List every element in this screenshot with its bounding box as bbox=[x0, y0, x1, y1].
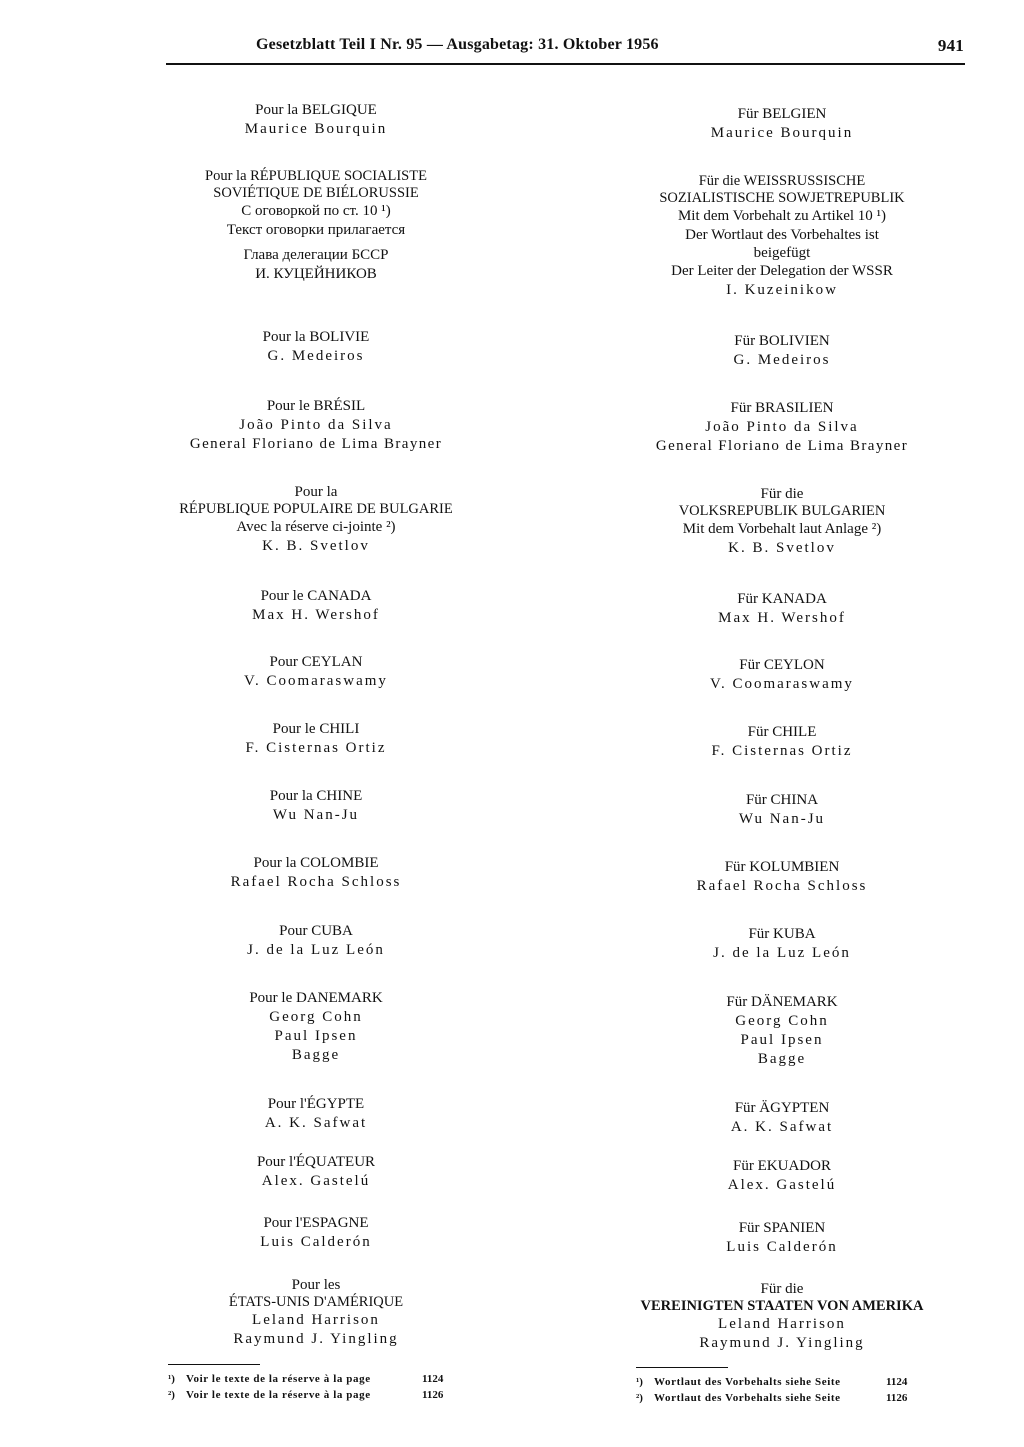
signer-name: A. K. Safwat bbox=[730, 1119, 834, 1135]
signer-name: Wu Nan-Ju bbox=[272, 807, 360, 823]
signer-name: Wu Nan-Ju bbox=[738, 811, 826, 827]
signer-name: Luis Calderón bbox=[726, 1239, 838, 1255]
signature-block-denmark bbox=[106, 989, 526, 1065]
country-label: Pour l'ÉGYPTE bbox=[267, 1096, 365, 1112]
signature-block-cuba bbox=[572, 925, 992, 963]
footnote-marker: ²) bbox=[168, 1389, 175, 1401]
delegation-head-label: Глава делегации БССР bbox=[243, 247, 389, 263]
signer-name: J. de la Luz León bbox=[713, 945, 851, 961]
country-label: SOZIALISTISCHE SOWJETREPUBLIK bbox=[659, 190, 905, 206]
reservation-note: Mit dem Vorbehalt zu Artikel 10 ¹) bbox=[677, 208, 887, 224]
signer-name: J. de la Luz León bbox=[247, 942, 385, 958]
signer-name: João Pinto da Silva bbox=[239, 417, 393, 433]
country-label: Für SPANIEN bbox=[738, 1220, 826, 1236]
footnote-text: Voir le texte de la réserve à la page bbox=[186, 1389, 371, 1401]
delegation-head-label: Der Leiter der Delegation der WSSR bbox=[671, 263, 893, 279]
signature-block-byelorussia bbox=[572, 173, 992, 300]
country-label: Für ÄGYPTEN bbox=[734, 1100, 830, 1116]
footnote-marker: ²) bbox=[636, 1392, 643, 1404]
signer-name: V. Coomaraswamy bbox=[710, 676, 854, 692]
signer-name: Alex. Gastelú bbox=[727, 1177, 837, 1193]
signature-block-brazil bbox=[572, 399, 992, 456]
signer-name: Bagge bbox=[757, 1051, 807, 1067]
footnote-page: 1126 bbox=[886, 1392, 908, 1404]
signature-block-chile bbox=[106, 720, 526, 758]
footnote-rule bbox=[636, 1367, 728, 1368]
signature-block-bolivia bbox=[106, 328, 526, 366]
signer-name: K. B. Svetlov bbox=[262, 538, 370, 554]
signer-name: Max H. Wershof bbox=[718, 610, 846, 626]
country-label: Für EKUADOR bbox=[733, 1158, 831, 1174]
footnote-page: 1124 bbox=[886, 1376, 908, 1388]
country-label: VOLKSREPUBLIK BULGARIEN bbox=[678, 503, 886, 519]
signature-block-bolivia bbox=[572, 332, 992, 370]
signature-block-canada bbox=[572, 590, 992, 628]
country-label: ÉTATS-UNIS D'AMÉRIQUE bbox=[228, 1294, 404, 1310]
country-label: Pour l'ÉQUATEUR bbox=[256, 1154, 376, 1170]
footnote-text: Wortlaut des Vorbehalts siehe Seite bbox=[654, 1392, 841, 1404]
header-rule bbox=[166, 63, 965, 65]
country-label: Pour le CHILI bbox=[272, 721, 360, 737]
signer-name: Rafael Rocha Schloss bbox=[230, 874, 402, 890]
signer-name: K. B. Svetlov bbox=[728, 540, 836, 556]
country-label: Für die bbox=[760, 486, 804, 502]
country-label: Für CEYLON bbox=[739, 657, 825, 673]
signer-name: Maurice Bourquin bbox=[244, 121, 388, 137]
country-label: Pour l'ESPAGNE bbox=[263, 1215, 369, 1231]
footnote-row bbox=[636, 1374, 936, 1390]
signer-name: Luis Calderón bbox=[260, 1234, 372, 1250]
footnote-rule bbox=[168, 1364, 260, 1365]
footnote-page: 1124 bbox=[422, 1373, 444, 1385]
page-number: 941 bbox=[937, 36, 964, 55]
signature-block-denmark bbox=[572, 993, 992, 1069]
signer-name: G. Medeiros bbox=[267, 348, 365, 364]
signature-block-ecuador bbox=[106, 1153, 526, 1191]
reservation-note: Der Wortlaut des Vorbehaltes ist bbox=[685, 227, 879, 243]
country-label: Pour CEYLAN bbox=[269, 654, 363, 670]
signer-name: Raymund J. Yingling bbox=[233, 1331, 399, 1347]
signer-name: F. Cisternas Ortiz bbox=[245, 740, 387, 756]
reservation-note: С оговоркой по ст. 10 ¹) bbox=[241, 203, 391, 219]
country-label: Für KOLUMBIEN bbox=[724, 859, 840, 875]
signer-name: Paul Ipsen bbox=[740, 1032, 824, 1048]
country-label: VEREINIGTEN STAATEN VON AMERIKA bbox=[640, 1298, 924, 1314]
signature-block-usa bbox=[572, 1281, 992, 1353]
country-label: Für BRASILIEN bbox=[730, 400, 834, 416]
signer-name: I. Kuzeinikow bbox=[726, 282, 838, 298]
signer-name: Bagge bbox=[291, 1047, 341, 1063]
signature-block-egypt bbox=[572, 1099, 992, 1137]
country-label: Pour le CANADA bbox=[260, 588, 372, 604]
country-label: SOVIÉTIQUE DE BIÉLORUSSIE bbox=[213, 185, 419, 201]
footnote-page: 1126 bbox=[422, 1389, 444, 1401]
country-label: Für BELGIEN bbox=[737, 106, 827, 122]
signature-block-ecuador bbox=[572, 1157, 992, 1195]
signature-block-egypt bbox=[106, 1095, 526, 1133]
reservation-note: Mit dem Vorbehalt laut Anlage ²) bbox=[682, 521, 882, 537]
signature-block-ceylon bbox=[572, 656, 992, 694]
signature-block-belgium bbox=[572, 105, 992, 143]
country-label: Pour la COLOMBIE bbox=[253, 855, 379, 871]
signer-name: Paul Ipsen bbox=[274, 1028, 358, 1044]
reservation-note: Текст оговорки прилагается bbox=[226, 222, 406, 238]
signature-block-spain bbox=[572, 1219, 992, 1257]
country-label: Für BOLIVIEN bbox=[734, 333, 830, 349]
signature-block-cuba bbox=[106, 922, 526, 960]
signature-block-usa bbox=[106, 1277, 526, 1349]
signature-block-colombia bbox=[106, 854, 526, 892]
signer-name: Alex. Gastelú bbox=[261, 1173, 371, 1189]
footnotes-french bbox=[168, 1364, 468, 1403]
country-label: Für die WEISSRUSSISCHE bbox=[698, 173, 866, 189]
signature-block-spain bbox=[106, 1214, 526, 1252]
country-label: RÉPUBLIQUE POPULAIRE DE BULGARIE bbox=[179, 501, 453, 517]
footnote-text: Wortlaut des Vorbehalts siehe Seite bbox=[654, 1376, 841, 1388]
country-label: Pour la BOLIVIE bbox=[262, 329, 370, 345]
signature-block-bulgaria bbox=[572, 486, 992, 558]
country-label: Für KUBA bbox=[748, 926, 816, 942]
footnote-row bbox=[168, 1371, 468, 1387]
country-label: Pour la BELGIQUE bbox=[255, 102, 377, 118]
signer-name: Maurice Bourquin bbox=[710, 125, 854, 141]
reservation-note: Avec la réserve ci-jointe ²) bbox=[236, 519, 396, 535]
page-header bbox=[166, 36, 964, 60]
country-label: Pour le DANEMARK bbox=[249, 990, 383, 1006]
signer-name: Leland Harrison bbox=[718, 1316, 846, 1332]
signer-name: Georg Cohn bbox=[735, 1013, 829, 1029]
country-label: Pour le BRÉSIL bbox=[266, 398, 366, 414]
country-label: Pour la bbox=[294, 484, 338, 500]
signer-name: G. Medeiros bbox=[733, 352, 831, 368]
country-label: Pour CUBA bbox=[279, 923, 353, 939]
signer-name: V. Coomaraswamy bbox=[244, 673, 388, 689]
signer-name: Rafael Rocha Schloss bbox=[696, 878, 868, 894]
footnote-marker: ¹) bbox=[168, 1373, 175, 1385]
signer-name: Max H. Wershof bbox=[252, 607, 380, 623]
signer-name: И. КУЦЕЙНИКОВ bbox=[255, 266, 377, 282]
country-label: Pour les bbox=[291, 1277, 341, 1293]
country-label: Für die bbox=[760, 1281, 804, 1297]
footnote-row bbox=[636, 1390, 936, 1406]
signature-block-brazil bbox=[106, 397, 526, 454]
signer-name: General Floriano de Lima Brayner bbox=[189, 436, 443, 452]
country-label: Pour la CHINE bbox=[269, 788, 363, 804]
signer-name: A. K. Safwat bbox=[264, 1115, 368, 1131]
signer-name: F. Cisternas Ortiz bbox=[711, 743, 853, 759]
signature-block-ceylon bbox=[106, 653, 526, 691]
signature-block-china bbox=[572, 791, 992, 829]
signature-block-chile bbox=[572, 723, 992, 761]
signer-name: Georg Cohn bbox=[269, 1009, 363, 1025]
country-label: Für CHILE bbox=[747, 724, 817, 740]
reservation-note: beigefügt bbox=[753, 245, 811, 261]
signature-block-colombia bbox=[572, 858, 992, 896]
signer-name: Leland Harrison bbox=[252, 1312, 380, 1328]
country-label: Für DÄNEMARK bbox=[726, 994, 838, 1010]
footnotes-german bbox=[636, 1367, 936, 1406]
signature-block-byelorussia bbox=[106, 168, 526, 284]
signer-name: João Pinto da Silva bbox=[705, 419, 859, 435]
signer-name: Raymund J. Yingling bbox=[699, 1335, 865, 1351]
signature-block-belgium bbox=[106, 101, 526, 139]
country-label: Für CHINA bbox=[745, 792, 819, 808]
footnote-text: Voir le texte de la réserve à la page bbox=[186, 1373, 371, 1385]
country-label: Für KANADA bbox=[737, 591, 827, 607]
header-title: Gesetzblatt Teil I Nr. 95 — Ausgabetag: 31. Oktober 1956 bbox=[256, 36, 659, 53]
signature-block-canada bbox=[106, 587, 526, 625]
footnote-marker: ¹) bbox=[636, 1376, 643, 1388]
signature-block-bulgaria bbox=[106, 484, 526, 556]
country-label: Pour la RÉPUBLIQUE SOCIALISTE bbox=[205, 168, 427, 184]
signature-block-china bbox=[106, 787, 526, 825]
signer-name: General Floriano de Lima Brayner bbox=[655, 438, 909, 454]
footnote-row bbox=[168, 1387, 468, 1403]
